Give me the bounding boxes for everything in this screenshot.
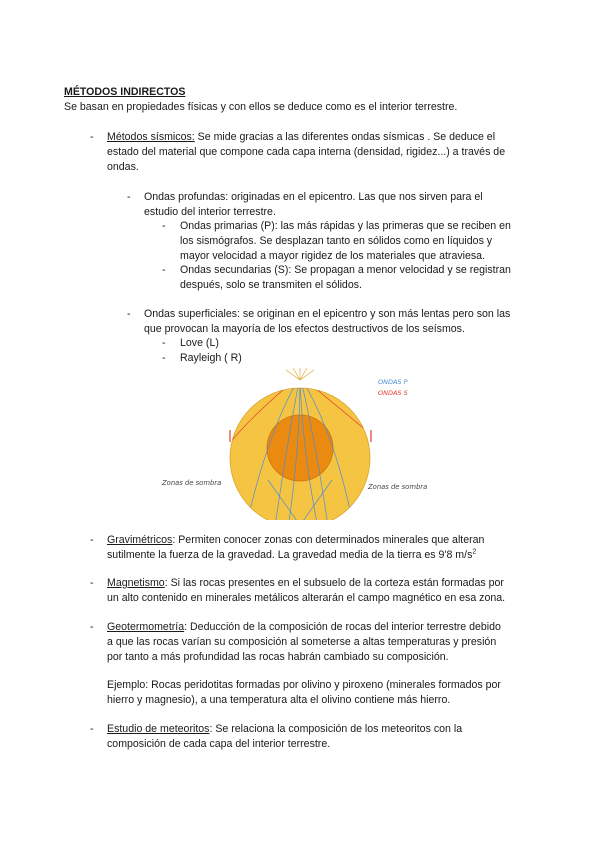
meteoritos-line2: composición de cada capa del interior terrestre. bbox=[107, 738, 331, 750]
sismicos-text: Se mide gracias a las diferentes ondas sísmicas . Se deduce el bbox=[194, 131, 496, 143]
bullet-dash: - bbox=[90, 131, 94, 143]
bullet-dash: - bbox=[90, 534, 94, 546]
geotermometria-label: Geotermometría bbox=[107, 621, 185, 633]
sismicos-line1 bbox=[107, 130, 495, 145]
primarias-line3: mayor velocidad a mayor rigidez de los materiales que atraviesa. bbox=[180, 250, 486, 262]
shadow-zone-left-label: Zonas de sombra bbox=[162, 479, 222, 487]
bullet-dash: - bbox=[162, 352, 166, 364]
meteoritos-line1 bbox=[107, 722, 462, 737]
sismicos-line3: ondas. bbox=[107, 161, 139, 173]
gravimetricos-text2: sutilmente la fuerza de la gravedad. La gravedad media de la tierra es 9'8 m/s bbox=[107, 549, 473, 561]
secundarias-line1: Ondas secundarias (S): Se propagan a menor velocidad y se registran bbox=[180, 264, 511, 276]
gravimetricos-line1 bbox=[107, 533, 484, 548]
meteoritos-label: Estudio de meteoritos bbox=[107, 723, 210, 735]
primarias-line2: los sismógrafos. Se desplazan tanto en sólidos como en líquidos y bbox=[180, 235, 493, 247]
gravity-exponent: 2 bbox=[472, 548, 477, 556]
geotermometria-line3: por tanto a más profundidad las rocas habrán cambiado su composición. bbox=[107, 651, 449, 663]
rayleigh-wave: Rayleigh ( R) bbox=[180, 352, 242, 364]
legend-s-waves: ONDAS S bbox=[378, 389, 408, 397]
intro-text: Se basan en propiedades físicas y con ellos se deduce como es el interior terrestre. bbox=[64, 101, 458, 113]
primarias-line1: Ondas primarias (P): las más rápidas y las primeras que se reciben en bbox=[180, 220, 511, 232]
profundas-line2: estudio del interior terrestre. bbox=[144, 206, 276, 218]
geotermometria-line2: a que las rocas varían su composición al someterse a altas temperaturas y presión bbox=[107, 636, 497, 648]
ejemplo-line2: hierro y magnesio), a una temperatura alta el olivino contiene más hierro. bbox=[107, 694, 451, 706]
bullet-dash: - bbox=[162, 337, 166, 349]
epicentre-rays bbox=[286, 368, 314, 380]
section-title: MÉTODOS INDIRECTOS bbox=[64, 86, 186, 98]
sismicos-line2: estado del material que compone cada capa interna (densidad, rigidez...) a través de bbox=[107, 146, 506, 158]
gravimetricos-text: : Permiten conocer zonas con determinados minerales que alteran bbox=[172, 534, 485, 546]
love-wave: Love (L) bbox=[180, 337, 219, 349]
legend-p-waves: ONDAS P bbox=[378, 378, 408, 386]
bullet-dash: - bbox=[90, 577, 94, 589]
gravimetricos-label: Gravimétricos bbox=[107, 534, 173, 546]
shadow-zone-right-label: Zonas de sombra bbox=[368, 483, 428, 491]
magnetismo-line2: un alto contenido en minerales metálicos alterarán el campo magnético en esa zona. bbox=[107, 592, 506, 604]
superficiales-line1: Ondas superficiales: se originan en el epicentro y son más lentas pero son las bbox=[144, 308, 511, 320]
bullet-dash: - bbox=[162, 220, 166, 232]
bullet-dash: - bbox=[127, 308, 131, 320]
geotermometria-line1 bbox=[107, 620, 501, 635]
secundarias-line2: después, solo se transmiten el sólidos. bbox=[180, 279, 362, 291]
superficiales-line2: que provocan la mayoría de los efectos destructivos de los seísmos. bbox=[144, 323, 465, 335]
bullet-dash: - bbox=[90, 723, 94, 735]
geotermometria-text: : Deducción de la composición de rocas del interior terrestre debido bbox=[184, 621, 501, 633]
bullet-dash: - bbox=[162, 264, 166, 276]
earth-seismic-diagram bbox=[150, 368, 450, 520]
bullet-dash: - bbox=[127, 191, 131, 203]
magnetismo-line1 bbox=[107, 576, 504, 591]
sismicos-label: Métodos sísmicos: bbox=[107, 131, 195, 143]
bullet-dash: - bbox=[90, 621, 94, 633]
gravimetricos-line2 bbox=[107, 548, 476, 563]
meteoritos-text: : Se relaciona la composición de los meteoritos con la bbox=[209, 723, 463, 735]
magnetismo-label: Magnetismo bbox=[107, 577, 165, 589]
profundas-line1: Ondas profundas: originadas en el epicentro. Las que nos sirven para el bbox=[144, 191, 483, 203]
magnetismo-text: : Si las rocas presentes en el subsuelo de la corteza están formadas por bbox=[164, 577, 504, 589]
ejemplo-line1: Ejemplo: Rocas peridotitas formadas por olivino y piroxeno (minerales formados por bbox=[107, 679, 501, 691]
